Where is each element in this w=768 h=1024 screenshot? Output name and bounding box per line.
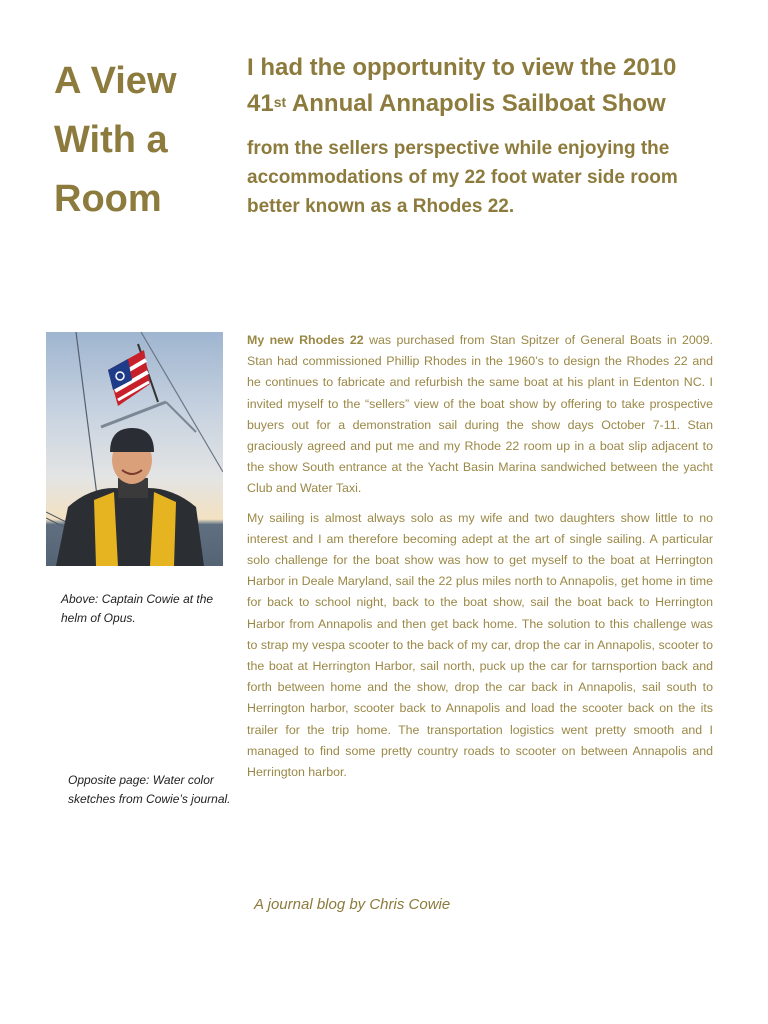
blog-byline: A journal blog by Chris Cowie: [254, 896, 451, 913]
headline-line-2: [247, 86, 747, 122]
page-title: [54, 52, 224, 229]
flag-icon: [108, 350, 150, 406]
boat-name: My new Rhodes 22: [247, 333, 364, 347]
ordinal-suffix: st: [273, 94, 287, 110]
title-line-3: Room: [54, 178, 162, 220]
headline-line-2-rest: Annual Annapolis Sailboat Show: [286, 90, 666, 117]
title-line-2: With a: [54, 119, 168, 161]
headline: [247, 50, 747, 122]
headline-line-1: I had the opportunity to view the 2010: [247, 54, 677, 81]
opposite-page-caption: Opposite page: Water color sketches from Cowie’s journal.: [68, 773, 231, 806]
paragraph-1: [247, 330, 713, 500]
paragraph-1-text: was purchased from Stan Spitzer of General Boats in 2009. Stan had commissioned Phillip Rhodes in the 1960’s to design the Rhodes 22 and he continues to fabricate and refurbish the same boat at his plant in Edenton NC. I invited myself to the “sellers” view of the boat show by offering to take prospective buyers out for a demonstration sail during the show days October 7-11. Stan graciously agreed and put me and my Rhode 22 room up in a boat slip adjacent to the show South entrance at the Yacht Basin Marina sandwiched between the yacht Club and Water Taxi.: [247, 333, 713, 496]
title-line-1: A View: [54, 60, 177, 102]
captain-photo: [46, 332, 223, 566]
article-body: [247, 330, 713, 791]
paragraph-2: My sailing is almost always solo as my wife and two daughters show little to no interest and I am therefore becoming adept at the art of single sailing. A particular solo challenge for the boat show was how to get myself to the boat at Herrington Harbor in Deale Maryland, sail the 22 plus miles north to Annapolis, get home in time for back to school night, back to the boat show, sail the boat back to Herrington Harbor from Annapolis and then get back home. The solution to this challenge was to strap my vespa scooter to the back of my car, drop the car in Annapolis, scooter to the boat at Herrington Harbor, sail north, puck up the car for tarnsportion back and forth between home and the show, drop the car back in Annapolis, sail south to Herrington harbor, scooter back to Annapolis and load the scooter back on the its trailer for the trip home. The transportation logistics went pretty smooth and I managed to find some pretty country roads to scooter on between Annapolis and Herrington harbor.: [247, 510, 713, 780]
subheading: from the sellers perspective while enjoying the accommodations of my 22 foot water side room better known as a Rhodes 22.: [247, 138, 678, 217]
ordinal-number: 41: [247, 90, 274, 117]
photo-caption: Above: Captain Cowie at the helm of Opus.: [61, 592, 214, 625]
